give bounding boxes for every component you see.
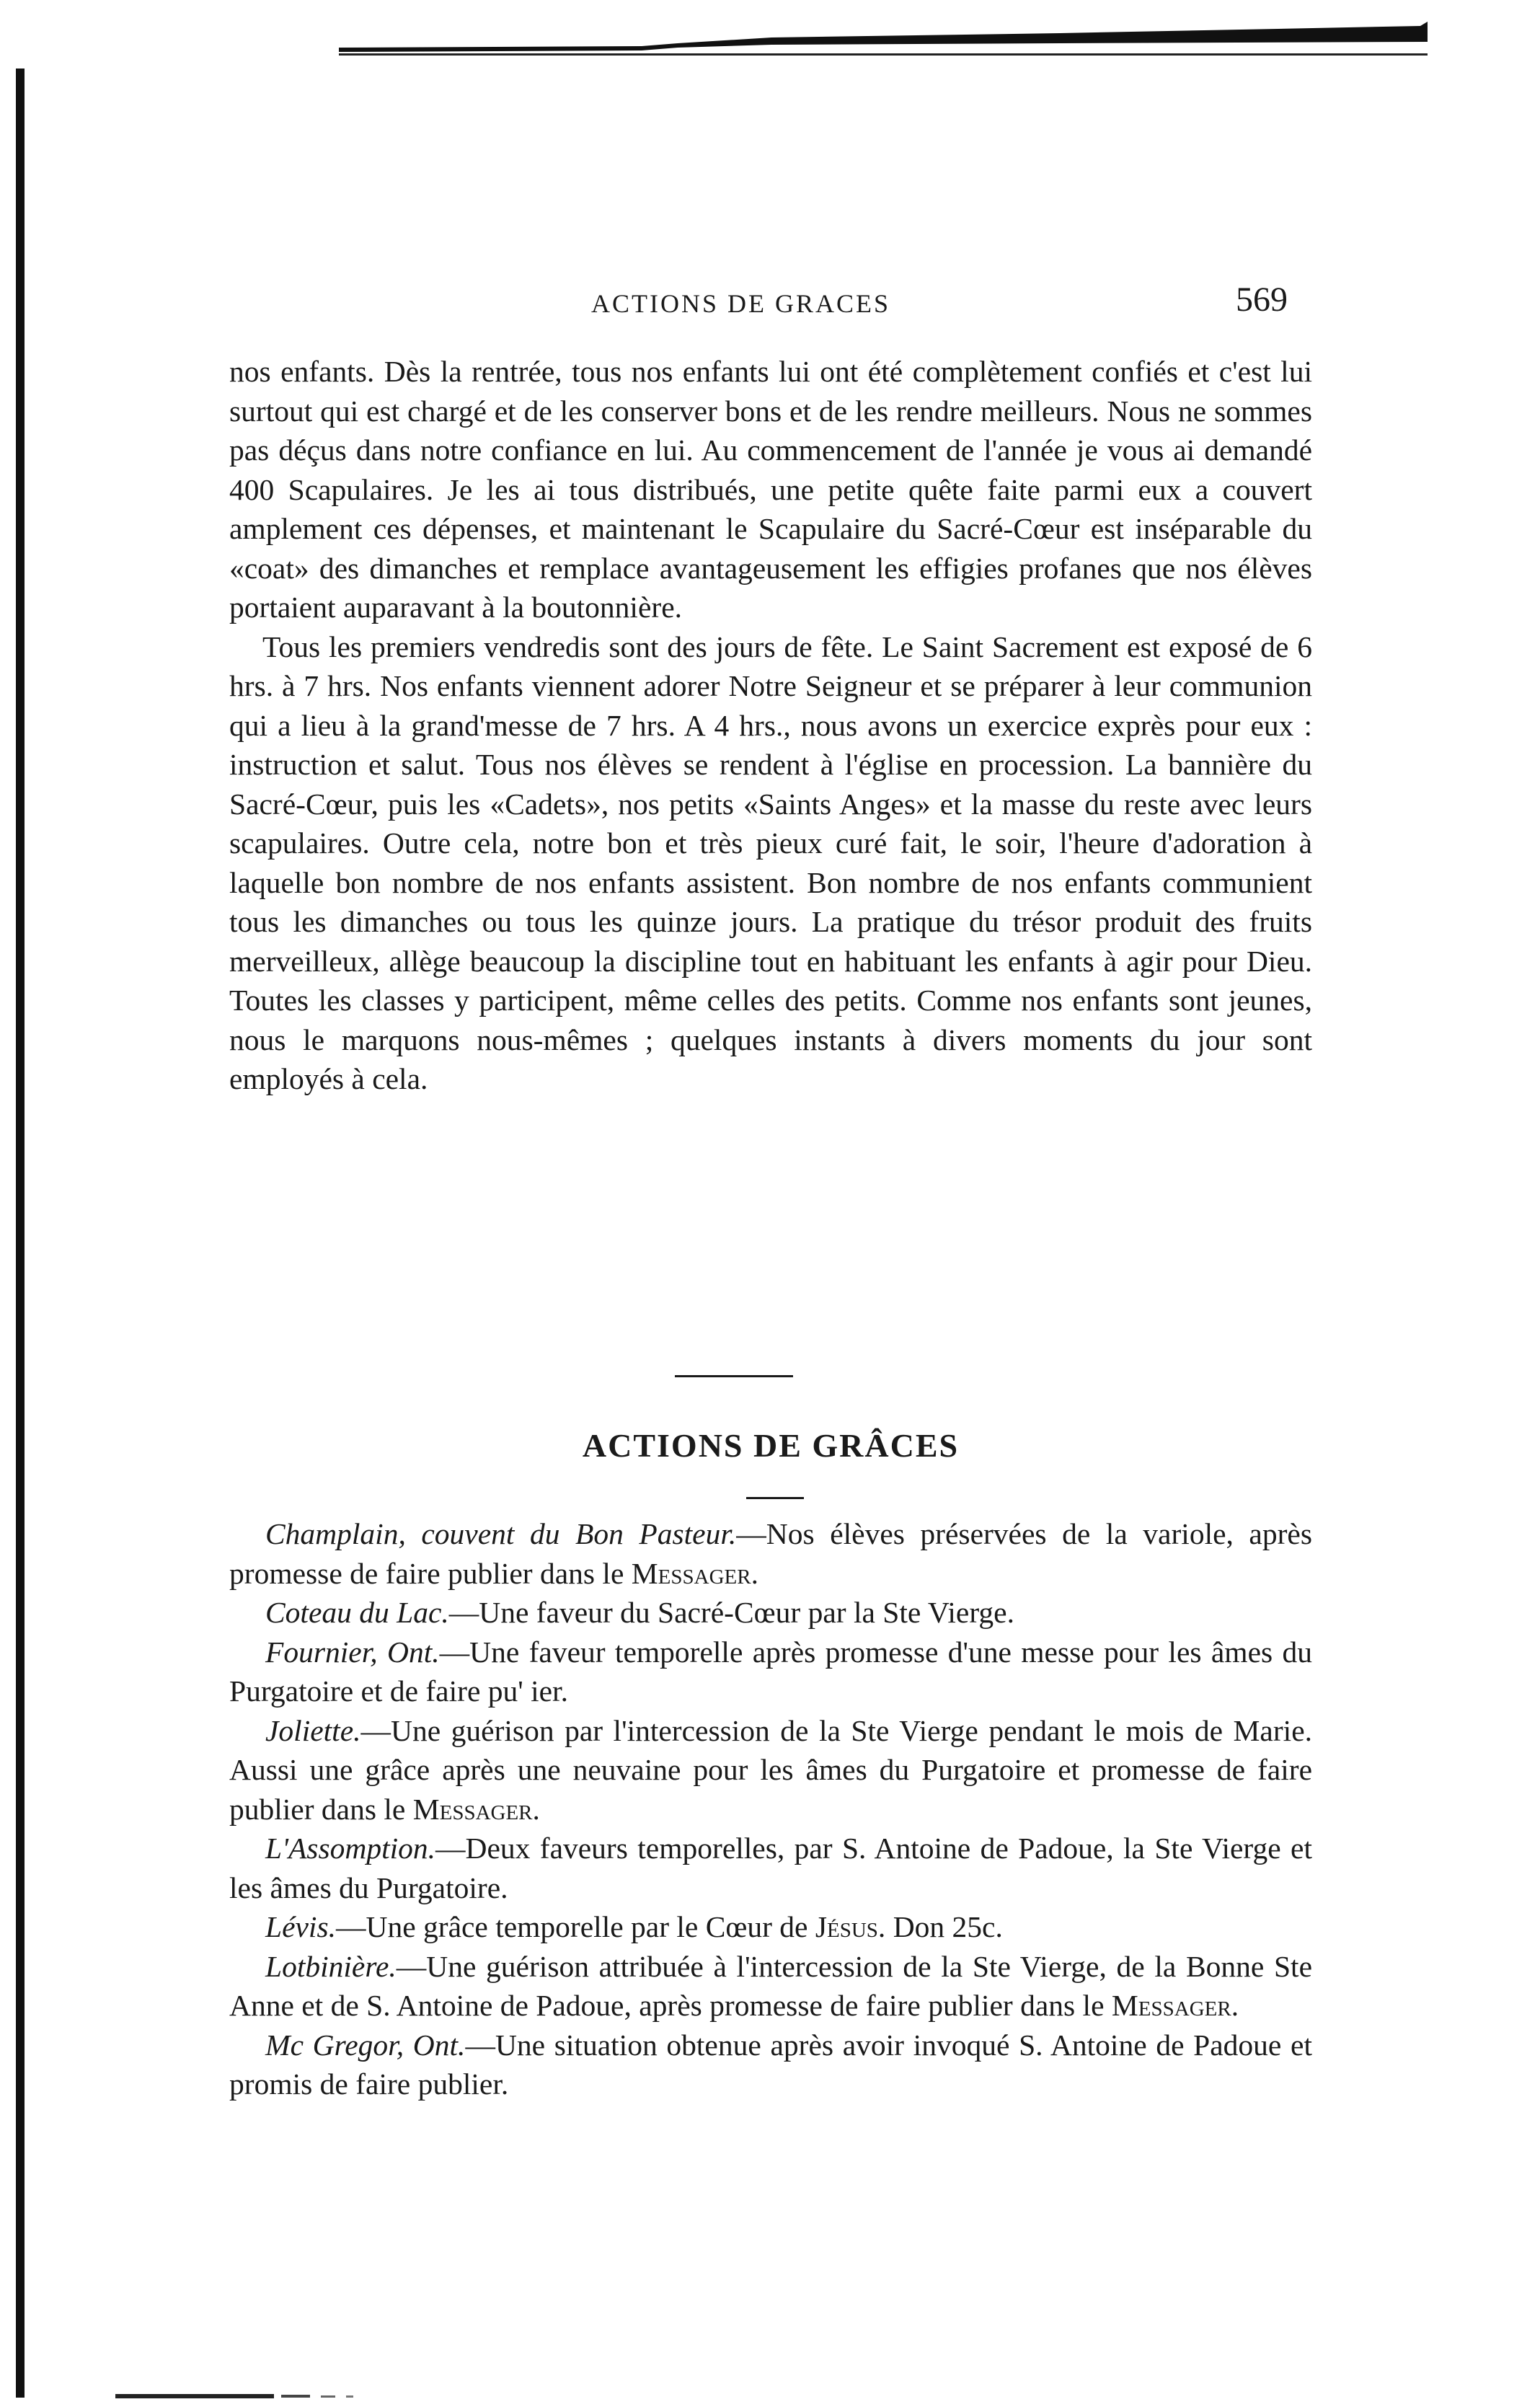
scan-left-edge-mark <box>16 69 25 2398</box>
page-number: 569 <box>1236 281 1288 319</box>
body-text <box>229 352 1312 1099</box>
grace-place: Lévis. <box>265 1910 336 1943</box>
grace-text: —Nos élèves préservées de la variole, après promesse de faire publier dans le <box>229 1517 1312 1590</box>
grace-entry <box>229 1514 1312 1593</box>
grace-text-after: Don 25c. <box>885 1910 1003 1943</box>
grace-text-smallcaps: Messager. <box>1111 1989 1239 2022</box>
grace-entry <box>229 1907 1312 1947</box>
section-divider <box>675 1375 793 1377</box>
running-title: ACTIONS DE GRACES <box>591 289 891 318</box>
grace-text: —Une grâce temporelle par le Cœur de <box>335 1910 815 1943</box>
paragraph: nos enfants. Dès la rentrée, tous nos enfants lui ont été complètement confiés et c'est lui surtout qui est chargé et de les conserver bons et de les rendre meilleurs. Nous ne sommes pas déçus dans notre confiance en lui. Au commencement de l'année je vous ai demandé 400 Scapulaires. Je les ai tous distribués, une petite quête faite parmi eux a couvert amplement ces dépenses, et maintenant le Scapulaire du Sacré-Cœur est inséparable du «coat» des dimanches et remplace avantageusement les effigies profanes que nos élèves portaient auparavant à la boutonnière. <box>229 355 1312 624</box>
grace-text: —Une guérison par l'intercession de la Ste Vierge pendant le mois de Marie. Aussi une grâce après une neuvaine pour les âmes du Purgatoire et promesse de faire publier dans le <box>229 1713 1312 1826</box>
grace-text-smallcaps: Messager. <box>631 1556 758 1590</box>
grace-entry <box>229 2026 1312 2104</box>
grace-entry <box>229 1947 1312 2026</box>
title-underline <box>746 1497 804 1499</box>
grace-text: —Une situation obtenue après avoir invoqué S. Antoine de Padoue et promis de faire publier. <box>229 2028 1312 2101</box>
scan-bottom-edge-mark <box>115 2391 389 2401</box>
grace-place: Fournier, Ont. <box>265 1635 440 1669</box>
grace-text: —Une faveur temporelle après promesse d'une messe pour les âmes du Purgatoire et de faire pu' ier. <box>229 1635 1313 1708</box>
grace-text-smallcaps: Jésus. <box>815 1910 886 1943</box>
grace-place: Mc Gregor, Ont. <box>265 2028 466 2062</box>
paragraph: Tous les premiers vendredis sont des jours de fête. Le Saint Sacrement est exposé de 6 hrs. à 7 hrs. Nos enfants viennent adorer Notre Seigneur et se préparer à leur communion qui a lieu à la grand'messe de 7 hrs. A 4 hrs., nous avons un exercice exprès pour eux : instruction et salut. Tous nos élèves se rendent à l'église en procession. La bannière du Sacré-Cœur, puis les «Cadets», nos petits «Saints Anges» et la masse du reste avec leurs scapulaires. Outre cela, notre bon et très pieux curé fait, le soir, l'heure d'adoration à laquelle bon nombre de nos enfants assistent. Bon nombre de nos enfants communient tous les dimanches ou tous les quinze jours. La pratique du trésor produit des fruits merveilleux, allège beaucoup la discipline tout en habituant les enfants à agir pour Dieu. Toutes les classes y participent, même celles des petits. Comme nos enfants sont jeunes, nous le marquons nous-mêmes ; quelques instants à divers moments du jour sont employés à cela. <box>229 630 1312 1095</box>
grace-entry <box>229 1633 1312 1711</box>
grace-place: L'Assomption. <box>265 1832 436 1865</box>
scan-top-edge-mark <box>339 22 1428 56</box>
grace-text: —Deux faveurs temporelles, par S. Antoine de Padoue, la Ste Vierge et les âmes du Purgatoire. <box>229 1832 1312 1904</box>
grace-place: Coteau du Lac. <box>265 1596 449 1629</box>
grace-entry <box>229 1711 1312 1829</box>
grace-text-smallcaps: Messager. <box>412 1792 540 1826</box>
grace-place: Joliette. <box>265 1713 361 1747</box>
grace-place: Champlain, couvent du Bon Pasteur. <box>265 1517 737 1550</box>
grace-text: —Une faveur du Sacré-Cœur par la Ste Vierge. <box>448 1596 1014 1629</box>
grace-place: Lotbinière. <box>265 1949 397 1983</box>
grace-text: —Une guérison attribuée à l'intercession de la Ste Vierge, de la Bonne Ste Anne et de S. Antoine de Padoue, après promesse de faire publier dans le <box>229 1949 1312 2022</box>
grace-entry <box>229 1593 1312 1633</box>
section-title: ACTIONS DE GRÂCES <box>582 1427 960 1464</box>
grace-entry <box>229 1829 1312 1907</box>
graces-list <box>229 1514 1312 2104</box>
